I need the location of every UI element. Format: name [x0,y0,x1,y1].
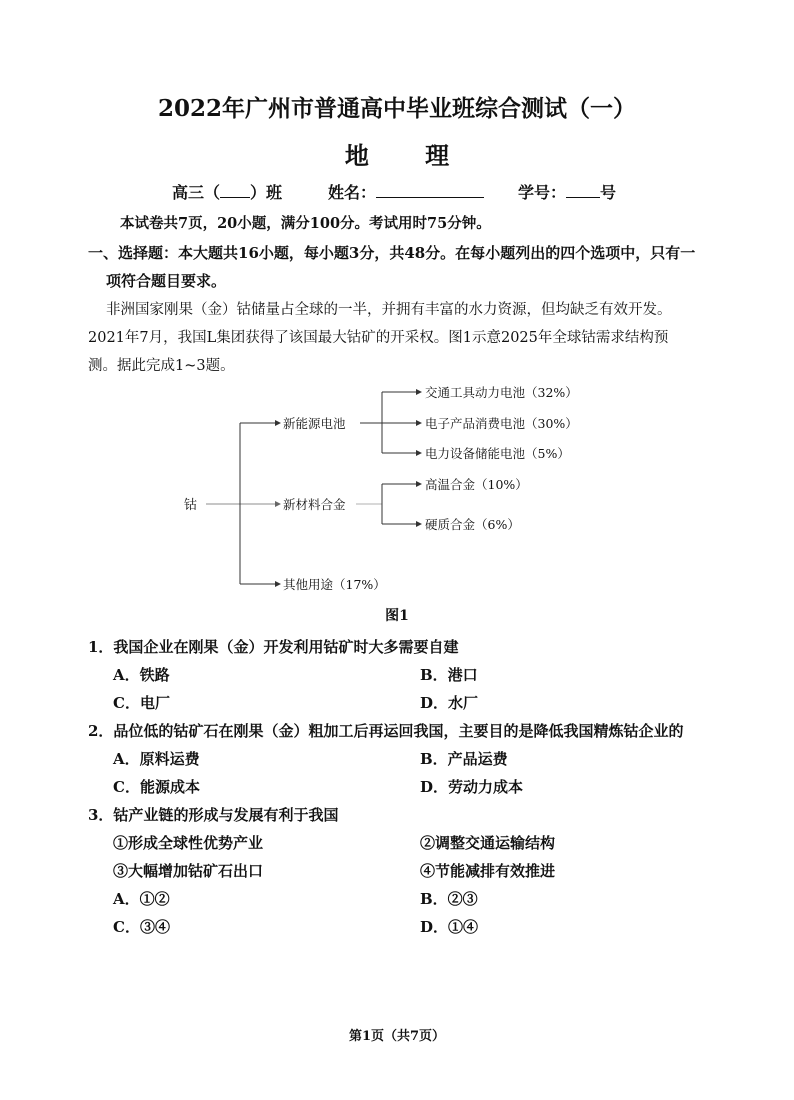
class-blank [220,183,250,198]
class-label-prefix: 高三（ [172,183,221,202]
id-suffix: 号 [600,183,617,202]
q3-option-a[interactable]: A．①② [113,890,170,908]
branch1-arrow [275,420,281,426]
q3-statement-3: ③大幅增加钴矿石出口 [113,862,264,880]
branch3-arrow [275,581,281,587]
name-field [328,180,484,203]
name-blank [376,183,484,198]
branch-label-other: 其他用途（17%） [283,577,386,592]
q1-option-c[interactable]: C．电厂 [113,694,170,712]
q3-statement-4: ④节能减排有效推进 [420,862,556,880]
child2-2-arrow [416,521,422,527]
id-field [518,180,616,203]
question-3-stem: 3．钴产业链的形成与发展有利于我国 [88,806,339,824]
subject-title: 地 理 [344,141,474,170]
section-heading-line1: 一、选择题：本大题共16小题，每小题3分，共48分。在每小题列出的四个选项中，只有一 [88,244,696,262]
q3-statement-1: ①形成全球性优势产业 [113,834,264,852]
branch-label-alloy: 新材料合金 [283,497,346,512]
question-1-stem: 1．我国企业在刚果（金）开发利用钴矿时大多需要自建 [88,638,459,656]
q2-option-d[interactable]: D．劳动力成本 [420,778,524,796]
q2-option-a[interactable]: A．原料运费 [113,750,200,768]
branch-label-battery: 新能源电池 [283,416,346,431]
q1-option-a[interactable]: A．铁路 [113,666,170,684]
child-label-high-temp: 高温合金（10%） [425,477,528,492]
q3-statement-2: ②调整交通运输结构 [420,834,556,852]
child-label-transport: 交通工具动力电池（32%） [425,385,578,400]
q1-option-d[interactable]: D．水厂 [420,694,479,712]
exam-title: 2022年广州市普通高中毕业班综合测试（一） [157,95,636,122]
id-blank [566,183,600,198]
child-label-hard: 硬质合金（6%） [425,517,520,532]
passage-line3: 测。据此完成1~3题。 [88,358,235,374]
child1-1-arrow [416,389,422,395]
q3-option-d[interactable]: D．①④ [420,918,479,936]
q2-option-b[interactable]: B．产品运费 [420,750,508,768]
class-label-suffix: ）班 [250,183,283,202]
name-label: 姓名： [328,183,377,202]
page-footer: 第1页（共7页） [348,1029,446,1044]
child1-3-arrow [416,450,422,456]
branch2-arrow [275,501,281,507]
cobalt-demand-diagram [170,380,630,602]
exam-intro: 本试卷共7页，20小题，满分100分。考试用时75分钟。 [120,215,491,232]
passage-line1: 非洲国家刚果（金）钴储量占全球的一半，并拥有丰富的水力资源，但均缺乏有效开发。 [106,302,672,318]
figure-caption: 图1 [385,608,409,624]
root-label: 钴 [184,498,198,513]
id-label: 学号： [518,183,567,202]
q3-option-c[interactable]: C．③④ [113,918,170,936]
child-label-storage: 电力设备储能电池（5%） [425,446,570,461]
child2-1-arrow [416,481,422,487]
q3-option-b[interactable]: B．②③ [420,890,478,908]
child-label-electronics: 电子产品消费电池（30%） [425,416,578,431]
section-heading-line2: 项符合题目要求。 [106,272,227,290]
q1-option-b[interactable]: B．港口 [420,666,478,684]
question-2-stem: 2．品位低的钴矿石在刚果（金）粗加工后再运回我国，主要目的是降低我国精炼钴企业的 [88,722,684,740]
class-field [172,180,282,203]
child1-2-arrow [416,420,422,426]
passage-line2: 2021年7月，我国L集团获得了该国最大钴矿的开采权。图1示意2025年全球钴需求结构预 [88,330,669,346]
q2-option-c[interactable]: C．能源成本 [113,778,200,796]
